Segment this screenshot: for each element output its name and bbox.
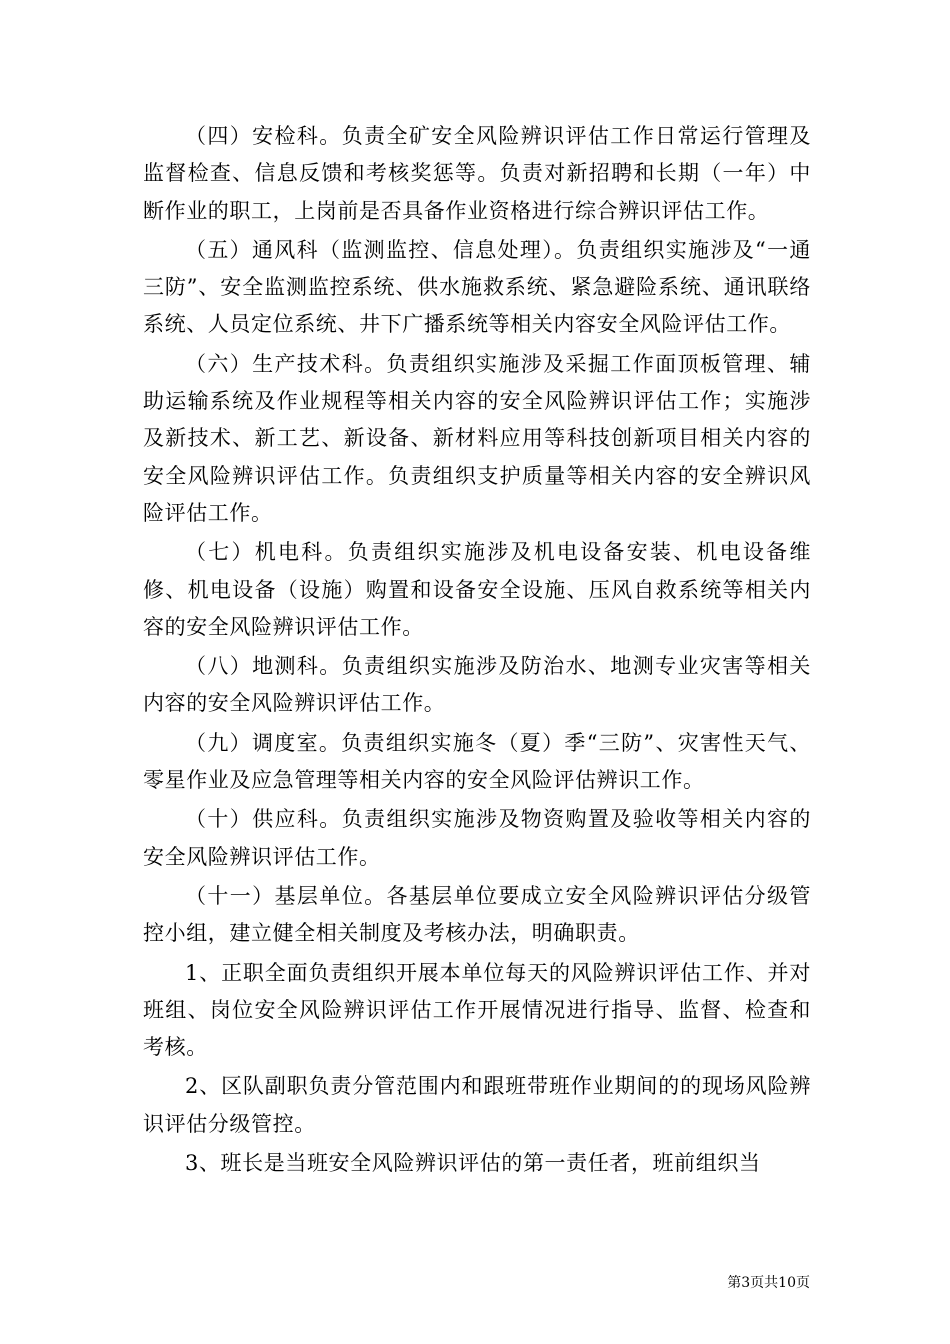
paragraph-item-3: 3、班长是当班安全风险辨识评估的第一责任者，班前组织当 [185, 1151, 761, 1176]
paragraph-ventilation: （五）通风科（监测监控、信息处理）。负责组织实施涉及“一通三防”、安全监测监控系统、供水施救系统、紧急避险系统、通讯联络系统、人员定位系统、井下广播系统等相关内容安全风险评估工作。 [143, 237, 811, 337]
paragraph-safety-inspection: （四）安检科。负责全矿安全风险辨识评估工作日常运行管理及监督检查、信息反馈和考核奖惩等。负责对新招聘和长期（一年）中断作业的职工，上岗前是否具备作业资格进行综合辨识评估工作。 [143, 124, 811, 223]
paragraph-item-1: 1、正职全面负责组织开展本单位每天的风险辨识评估工作、并对班组、岗位安全风险辨识评估工作开展情况进行指导、监督、检查和考核。 [143, 960, 811, 1060]
paragraph-item-2: 2、区队副职负责分管范围内和跟班带班作业期间的的现场风险辨识评估分级管控。 [143, 1074, 811, 1136]
paragraph-electromechanical: （七）机电科。负责组织实施涉及机电设备安装、机电设备维修、机电设备（设施）购置和设备安全设施、压风自救系统等相关内容的安全风险辨识评估工作。 [143, 540, 811, 639]
paragraph-grassroots-units: （十一）基层单位。各基层单位要成立安全风险辨识评估分级管控小组，建立健全相关制度及考核办法，明确职责。 [143, 883, 811, 946]
paragraph-supply: （十）供应科。负责组织实施涉及物资购置及验收等相关内容的安全风险辨识评估工作。 [143, 807, 811, 869]
paragraph-survey: （八）地测科。负责组织实施涉及防治水、地测专业灾害等相关内容的安全风险辨识评估工作。 [143, 654, 811, 716]
page-number: 第3页共10页 [727, 1275, 810, 1291]
paragraph-production-technology: （六）生产技术科。负责组织实施涉及采掘工作面顶板管理、辅助运输系统及作业规程等相关内容的安全风险辨识评估工作；实施涉及新技术、新工艺、新设备、新材料应用等科技创新项目相关内容的安全风险辨识评估工作。负责组织支护质量等相关内容的安全辨识风险评估工作。 [143, 351, 811, 525]
paragraph-dispatch: （九）调度室。负责组织实施冬（夏）季“三防”、灾害性天气、零星作业及应急管理等相关内容的安全风险评估辨识工作。 [143, 730, 811, 793]
document-body [143, 118, 811, 1184]
